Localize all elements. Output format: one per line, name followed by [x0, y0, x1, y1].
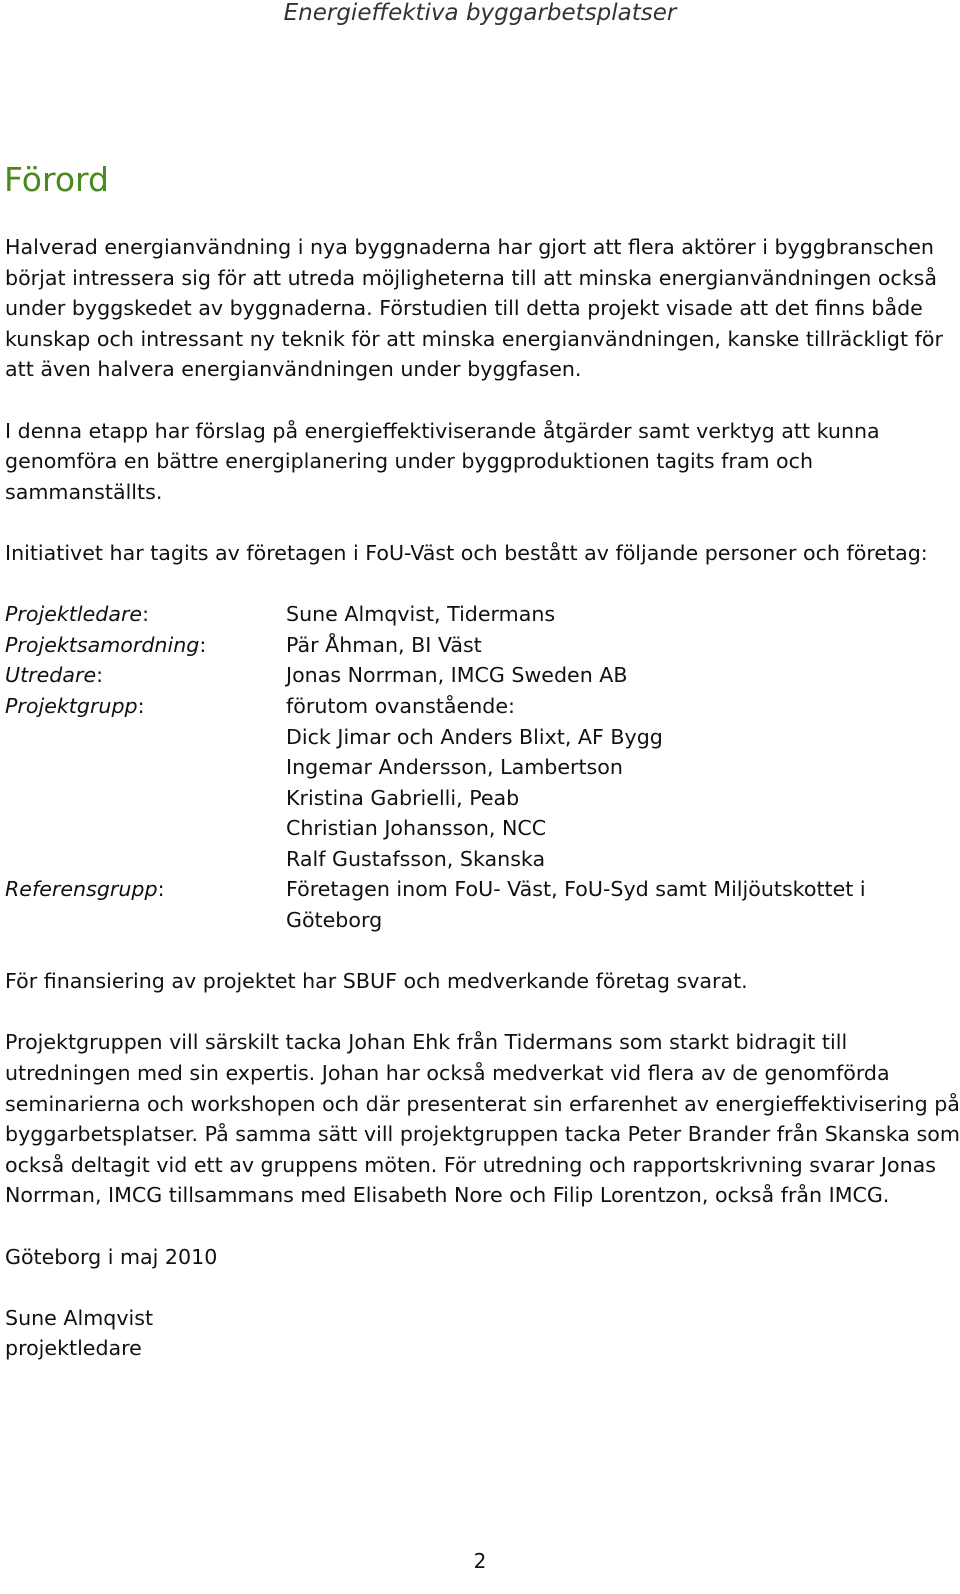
- signer-name: Sune Almqvist: [5, 1305, 154, 1330]
- role-label-text: Projektsamordning: [5, 632, 200, 657]
- role-row-projektsamordning: [5, 630, 955, 661]
- role-value: förutom ovanstående:: [286, 693, 515, 718]
- running-header: Energieffektiva byggarbetsplatser: [283, 0, 677, 26]
- paragraph-funding: [5, 966, 955, 997]
- role-label-suffix: :: [199, 632, 207, 657]
- role-value: Ralf Gustafsson, Skanska: [286, 846, 546, 871]
- text-line: För finansiering av projektet har SBUF och medverkande företag svarat.: [5, 969, 748, 994]
- section-heading: Förord: [4, 160, 109, 199]
- role-row-utredare: [5, 660, 955, 691]
- text-line: under byggskedet av byggnaderna. Förstudien till detta projekt visade att det finns både: [5, 296, 923, 321]
- page-number: 2: [473, 1549, 487, 1573]
- role-label-suffix: :: [137, 693, 145, 718]
- role-values: [286, 630, 955, 661]
- text-line: Projektgruppen vill särskilt tacka Johan Ehk från Tidermans som starkt bidragit till: [5, 1030, 848, 1055]
- role-label-suffix: :: [157, 877, 165, 902]
- role-label-text: Referensgrupp: [5, 877, 158, 902]
- role-value: Pär Åhman, BI Väst: [286, 632, 482, 657]
- role-label-suffix: :: [96, 663, 104, 688]
- role-value: Sune Almqvist, Tidermans: [286, 602, 556, 627]
- text-line: Norrman, IMCG tillsammans med Elisabeth Nore och Filip Lorentzon, också från IMCG.: [5, 1183, 890, 1208]
- role-label-suffix: :: [142, 602, 150, 627]
- text-line: kunskap och intressant ny teknik för att minska energianvändningen, kanske tillräckligt för: [5, 326, 943, 351]
- paragraph-initiative: [5, 538, 955, 569]
- role-values: [286, 874, 955, 935]
- text-line: Halverad energianvändning i nya byggnaderna har gjort att flera aktörer i byggbranschen: [5, 235, 934, 259]
- role-label: [5, 660, 286, 691]
- role-label: [5, 599, 286, 630]
- role-row-referensgrupp: [5, 874, 955, 935]
- paragraph-stage: [5, 416, 955, 508]
- text-line: sammanställts.: [5, 479, 163, 504]
- role-label-text: Projektgrupp: [5, 693, 138, 718]
- signer-title: projektledare: [5, 1336, 142, 1361]
- paragraph-thanks: [5, 1027, 960, 1211]
- role-row-projektgrupp: [5, 691, 955, 875]
- text-line: genomföra en bättre energiplanering under byggproduktionen tagits fram och: [5, 449, 814, 474]
- project-roles-list: [5, 599, 955, 936]
- text-line: seminarierna och workshopen och där presenterat sin erfarenhet av energieffektivisering på: [5, 1091, 960, 1116]
- signature-block: [5, 1303, 955, 1364]
- text-line: börjat intressera sig för att utreda möjligheterna till att minska energianvändningen också: [5, 265, 938, 290]
- document-body: [5, 232, 960, 1364]
- role-label-text: Utredare: [5, 663, 97, 688]
- text-line: också deltagit vid ett av gruppens möten. För utredning och rapportskrivning svarar Jonas: [5, 1152, 936, 1177]
- role-label: [5, 691, 286, 875]
- role-value: Kristina Gabrielli, Peab: [286, 785, 520, 810]
- text-line: att även halvera energianvändningen under byggfasen.: [5, 357, 582, 382]
- role-row-projektledare: [5, 599, 955, 630]
- role-label-text: Projektledare: [5, 602, 143, 627]
- role-values: [286, 691, 955, 875]
- role-label: [5, 874, 286, 935]
- role-value: Jonas Norrman, IMCG Sweden AB: [286, 663, 628, 688]
- role-value: Göteborg: [286, 908, 383, 933]
- text-line: Initiativet har tagits av företagen i FoU-Väst och bestått av följande personer och företag:: [5, 540, 928, 565]
- paragraph-place-date: [5, 1242, 955, 1273]
- role-value: Christian Johansson, NCC: [286, 816, 547, 841]
- role-value: Ingemar Andersson, Lambertson: [286, 755, 623, 780]
- role-values: [286, 660, 955, 691]
- role-values: [286, 599, 955, 630]
- role-value: Företagen inom FoU- Väst, FoU-Syd samt Miljöutskottet i: [286, 877, 866, 902]
- role-value: Dick Jimar och Anders Blixt, AF Bygg: [286, 724, 663, 749]
- text-line: I denna etapp har förslag på energieffektiviserande åtgärder samt verktyg att kunna: [5, 418, 880, 443]
- paragraph-intro: [5, 232, 955, 385]
- text-line: utredningen med sin expertis. Johan har också medverkat vid flera av de genomförda: [5, 1061, 890, 1086]
- text-line: byggarbetsplatser. På samma sätt vill projektgruppen tacka Peter Brander från Skanska som: [5, 1122, 960, 1147]
- role-label: [5, 630, 286, 661]
- place-date: Göteborg i maj 2010: [5, 1244, 218, 1269]
